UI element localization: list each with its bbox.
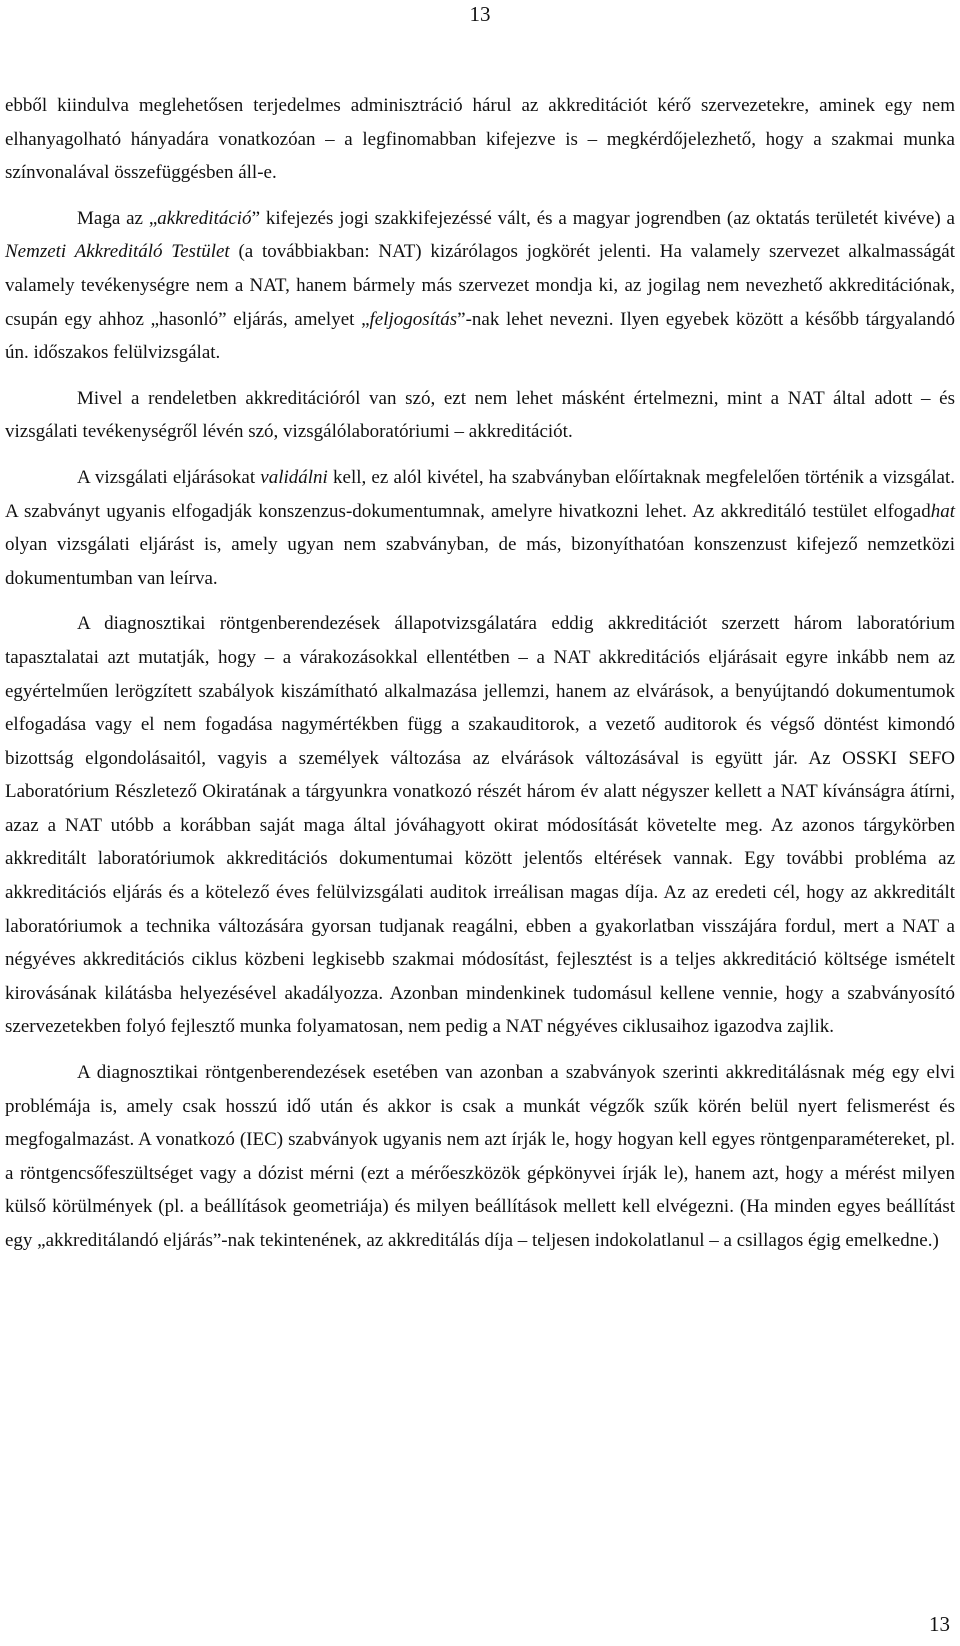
italic-text-run: feljogosítás xyxy=(369,308,458,330)
italic-text-run: validálni xyxy=(260,466,328,488)
paragraph xyxy=(5,89,955,190)
paragraph xyxy=(5,382,955,449)
document-body xyxy=(5,89,955,1258)
italic-text-run: Nemzeti Akkreditáló Testület xyxy=(5,241,230,263)
text-run: A diagnosztikai röntgenberendezések állapotvizsgálatára eddig akkreditációt szerzett három laboratórium tapasztalatai azt mutatják, hogy – a várakozásokkal ellentétben – a NAT akkreditációs eljárásait egyre inkább nem az egyértelműen lerögzített szabályok kiszámítható alkalmazása jellemzi, hanem az elvárások, a benyújtandó dokumentumok elfogadása vagy el nem fogadása nagymértékben függ a szakauditorok, a vezető auditorok és végső döntést kimondó bizottság elgondolásaitól, vagyis a személyek változása az elvárások változásával is együtt jár. Az OSSKI SEFO Laboratórium Részletező Okiratának a tárgyunkra vonatkozó részét három év alatt négyszer kellett a NAT kívánságra átírni, azaz a NAT utóbb a korábban saját maga által jóváhagyott okirat módosítását követelte meg. Az azonos tárgykörben akkreditált laboratóriumok akkreditációs dokumentumai között jelentős eltérések vannak. Egy további probléma az akkreditációs eljárás és a kötelező éves felülvizsgálati auditok irreálisan magas díja. Az az eredeti cél, hogy az akkreditált laboratóriumok a technika változására gyorsan tudjanak reagálni, ebben a gyakorlatban visszájára fordul, mert a NAT a négyéves akkreditációs ciklus közbeni legkisebb szakmai módosítást, fejlesztést is a teljes akkreditáció költsége ismételt kirovásának kilátásba helyezésével akadályozza. Azonban mindenkinek tudomásul kellene vennie, hogy a szabványosító szervezetekben folyó fejlesztő munka folyamatosan, nem pedig a NAT négyéves ciklusaihoz igazodva zajlik. xyxy=(5,613,955,1038)
italic-text-run: hat xyxy=(930,500,955,522)
text-run: (a továbbiakban: NAT) kizárólagos jogkörét jelenti. Ha valamely szervezet alkalmasságát valamely tevékenységre nem a NAT, hanem bármely más szervezet mondja ki, az jogilag nem nevezhető akkreditációnak, csupán egy ahhoz „hasonló” eljárás, amelyet „ xyxy=(5,241,955,330)
text-run: ” kifejezés jogi szakkifejezéssé vált, és a magyar jogrendben (az oktatás területét kivéve) a xyxy=(251,207,955,229)
paragraph xyxy=(5,1056,955,1258)
paragraph xyxy=(5,607,955,1044)
text-run: ebből kiindulva meglehetősen terjedelmes adminisztráció hárul az akkreditációt kérő szervezetekre, aminek egy nem elhanyagolható hányadára vonatkozóan – a legfinomabban kifejezve is – megkérdőjelezhető, hogy a szakmai munka színvonalával összefüggésben áll-e. xyxy=(5,95,955,184)
text-run: A vizsgálati eljárásokat xyxy=(77,466,261,488)
text-run: olyan vizsgálati eljárást is, amely ugyan nem szabványban, de más, bizonyíthatóan konszenzust kifejező nemzetközi dokumentumban van leírva. xyxy=(5,534,955,589)
paragraph xyxy=(5,202,955,370)
text-run: ”-nak lehet nevezni. Ilyen egyebek között a később tárgyalandó ún. időszakos felülvizsgálat. xyxy=(5,308,955,364)
text-run: A diagnosztikai röntgenberendezések esetében van azonban a szabványok szerinti akkreditálásnak még egy elvi problémája is, amely csak hosszú idő után és akkor is csak a munkát végzők szűk körén belül nyert felismerést és megfogalmazást. A vonatkozó (IEC) szabványok ugyanis nem azt írják le, hogy hogyan kell egyes röntgenparamétereket, pl. a röntgencsőfeszültséget vagy a dózist mérni (ezt a mérőeszközök gépkönyvei írják le), hanem azt, hogy a mérést milyen külső körülmények (pl. a beállítások geometriája) és milyen beállítások mellett kell elvégezni. (Ha minden egyes beállítást egy „akkreditálandó eljárás”-nak tekintenének, az akkreditálás díja – teljesen indokolatlanul – a csillagos égig emelkedne.) xyxy=(5,1062,955,1251)
text-run: Maga az „ xyxy=(77,207,158,229)
text-run: Mivel a rendeletben akkreditációról van szó, ezt nem lehet másként értelmezni, mint a NAT által adott – és vizsgálati tevékenységről lévén szó, vizsgálólaboratóriumi – akkreditációt. xyxy=(5,387,955,443)
text-run: kell, ez alól kivétel, ha szabványban előírtaknak megfelelően történik a vizsgálat. A szabványt ugyanis elfogadják konszenzus-dokumentumnak, amelyre hivatkozni lehet. Az akkreditáló testület elfogad xyxy=(5,466,955,522)
page-number-bottom: 13 xyxy=(929,1612,950,1636)
page-number-top: 13 xyxy=(469,2,491,26)
paragraph xyxy=(5,461,955,595)
italic-text-run: akkreditáció xyxy=(157,207,252,229)
